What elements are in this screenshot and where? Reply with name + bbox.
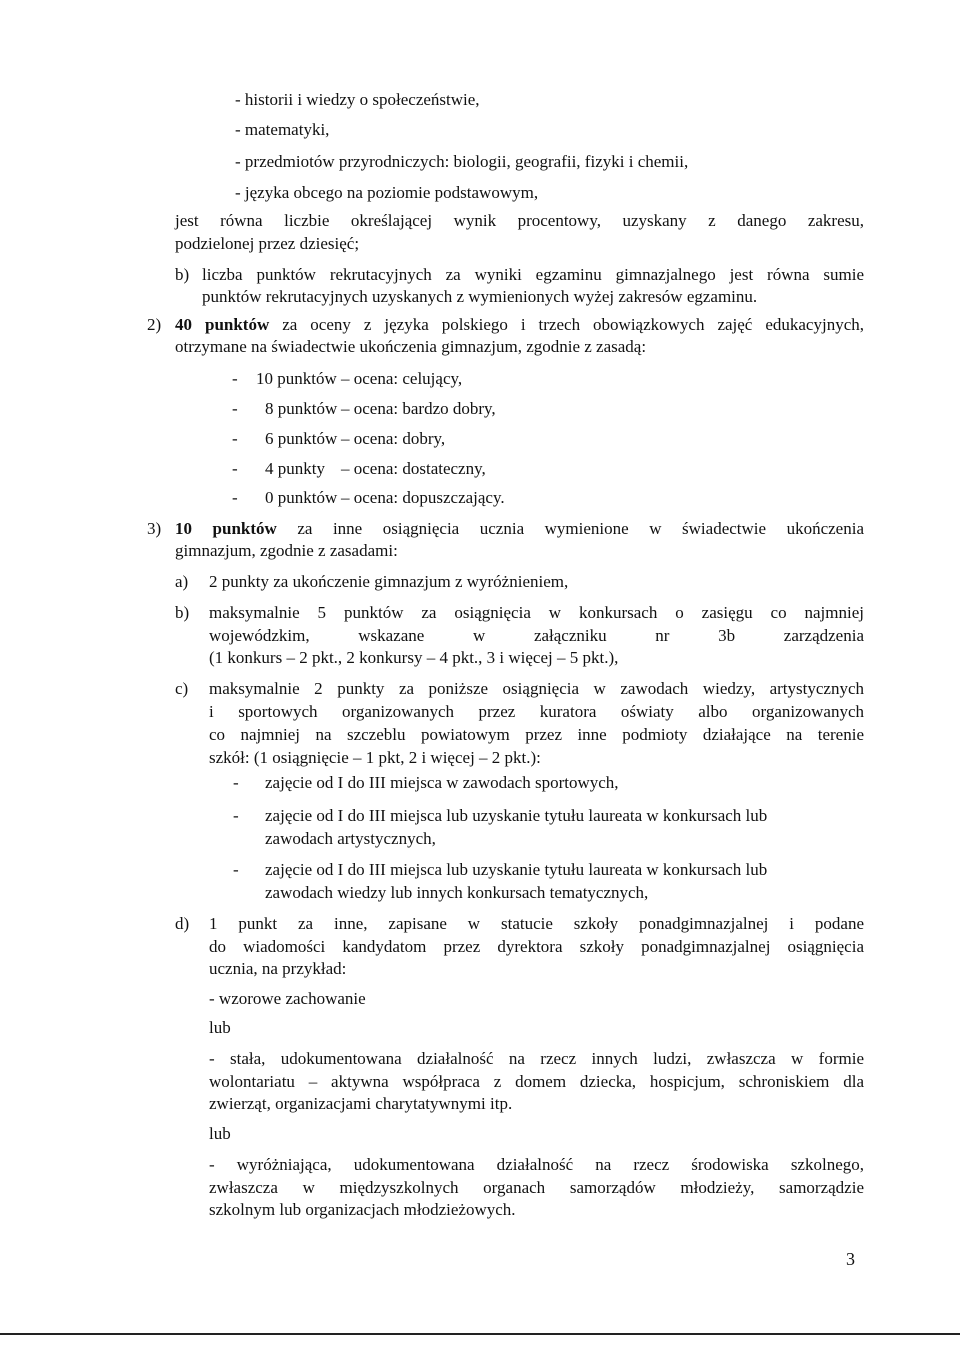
grade-points: 10 punktów [256, 369, 337, 388]
paragraph-line: podzielonej przez dziesięć; [175, 234, 360, 253]
example-connector: lub [209, 1124, 231, 1143]
paragraph-line: liczba punktów rekrutacyjnych za wyniki egzaminu gimnazjalnego jest równa sumie [202, 265, 864, 284]
paragraph-line: (1 konkurs – 2 pkt., 2 konkursy – 4 pkt., 3 i więcej – 5 pkt.), [209, 648, 619, 667]
grade-label: – ocena: dopuszczający. [341, 488, 505, 507]
paragraph-line: maksymalnie 5 punktów za osiągnięcia w konkursach o zasięgu co najmniej [209, 603, 864, 622]
grade-points: 6 punktów [265, 429, 338, 448]
item-marker: c) [175, 679, 189, 698]
grade-label: – ocena: dostateczny, [341, 459, 486, 478]
grade-points: 0 punktów [265, 488, 338, 507]
grade-label: – ocena: dobry, [341, 429, 446, 448]
item-marker: b) [175, 265, 190, 284]
section-marker: 3) [147, 519, 162, 538]
grade-points: 8 punktów [265, 399, 338, 418]
paragraph-line: punktów rekrutacyjnych uzyskanych z wymienionych wyżej zakresów egzaminu. [202, 287, 758, 306]
example-line: - stała, udokumentowana działalność na rzecz innych ludzi, zwłaszcza w formie [209, 1049, 864, 1068]
section-heading-line: 10 punktów za inne osiągnięcia ucznia wymienione w świadectwie ukończenia [175, 519, 864, 538]
sub-item-line: zajęcie od I do III miejsca lub uzyskanie tytułu laureata w konkursach lub [265, 806, 768, 825]
points-bold: 40 punktów [175, 315, 270, 334]
example-line: - wyróżniająca, udokumentowana działalność na rzecz środowiska szkolnego, [209, 1155, 864, 1174]
sub-item-dash: - [233, 773, 239, 792]
section-heading-line: 40 punktów za oceny z języka polskiego i trzech obowiązkowych zajęć edukacyjnych, [175, 315, 864, 334]
sub-item-dash: - [233, 806, 239, 825]
paragraph-line: wojewódzkim, wskazane w załączniku nr 3b zarządzenia [209, 626, 864, 645]
item-marker: d) [175, 914, 190, 933]
paragraph-line: szkół: (1 osiągnięcie – 1 pkt, 2 i więcej – 2 pkt.): [209, 748, 541, 767]
sub-item-line: zawodach artystycznych, [265, 829, 436, 848]
grade-dash: - [232, 399, 238, 418]
list-item: - matematyki, [235, 120, 330, 139]
paragraph-line: maksymalnie 2 punkty za poniższe osiągnięcia w zawodach wiedzy, artystycznych [209, 679, 864, 698]
points-bold: 10 punktów [175, 519, 277, 538]
section-marker: 2) [147, 315, 162, 334]
page-number: 3 [846, 1249, 855, 1269]
paragraph-line: 1 punkt za inne, zapisane w statucie szkoły ponadgimnazjalnej i podane [209, 914, 864, 933]
grade-dash: - [232, 459, 238, 478]
paragraph-line: jest równa liczbie określającej wynik procentowy, uzyskany z danego zakresu, [175, 211, 864, 230]
list-item: - języka obcego na poziomie podstawowym, [235, 183, 539, 202]
list-item: - przedmiotów przyrodniczych: biologii, geografii, fizyki i chemii, [235, 152, 689, 171]
grade-dash: - [232, 488, 238, 507]
example-line: wolontariatu – aktywna współpraca z domem dziecka, hospicjum, schroniskiem dla [209, 1072, 864, 1091]
sub-item-line: zajęcie od I do III miejsca w zawodach sportowych, [265, 773, 619, 792]
paragraph-line: gimnazjum, zgodnie z zasadami: [175, 541, 398, 560]
grade-label: – ocena: celujący, [341, 369, 463, 388]
paragraph-line: co najmniej na szczeblu powiatowym przez inne podmioty działające na terenie [209, 725, 864, 744]
footer-rule [0, 1333, 960, 1335]
list-item: - historii i wiedzy o społeczeństwie, [235, 90, 480, 109]
paragraph-line: otrzymane na świadectwie ukończenia gimnazjum, zgodnie z zasadą: [175, 337, 647, 356]
example-line: zwierząt, organizacjami charytatywnymi itp. [209, 1094, 513, 1113]
grade-dash: - [232, 429, 238, 448]
paragraph-line: 2 punkty za ukończenie gimnazjum z wyróżnieniem, [209, 572, 569, 591]
paragraph-line: i sportowych organizowanych przez kuratora oświaty albo organizowanych [209, 702, 864, 721]
example-line: zwłaszcza w międzyszkolnych organach samorządów młodzieży, samorządzie [209, 1178, 864, 1197]
sub-item-line: zajęcie od I do III miejsca lub uzyskanie tytułu laureata w konkursach lub [265, 860, 768, 879]
paragraph-line: ucznia, na przykład: [209, 959, 347, 978]
item-marker: a) [175, 572, 189, 591]
item-marker: b) [175, 603, 190, 622]
example-line: szkolnym lub organizacjach młodzieżowych. [209, 1200, 516, 1219]
sub-item-line: zawodach wiedzy lub innych konkursach tematycznych, [265, 883, 649, 902]
grade-dash: - [232, 369, 238, 388]
example-connector: lub [209, 1018, 231, 1037]
example-line: - wzorowe zachowanie [209, 989, 366, 1008]
grade-points: 4 punkty [265, 459, 325, 478]
paragraph-line: do wiadomości kandydatom przez dyrektora szkoły ponadgimnazjalnej osiągnięcia [209, 937, 864, 956]
grade-label: – ocena: bardzo dobry, [341, 399, 496, 418]
sub-item-dash: - [233, 860, 239, 879]
